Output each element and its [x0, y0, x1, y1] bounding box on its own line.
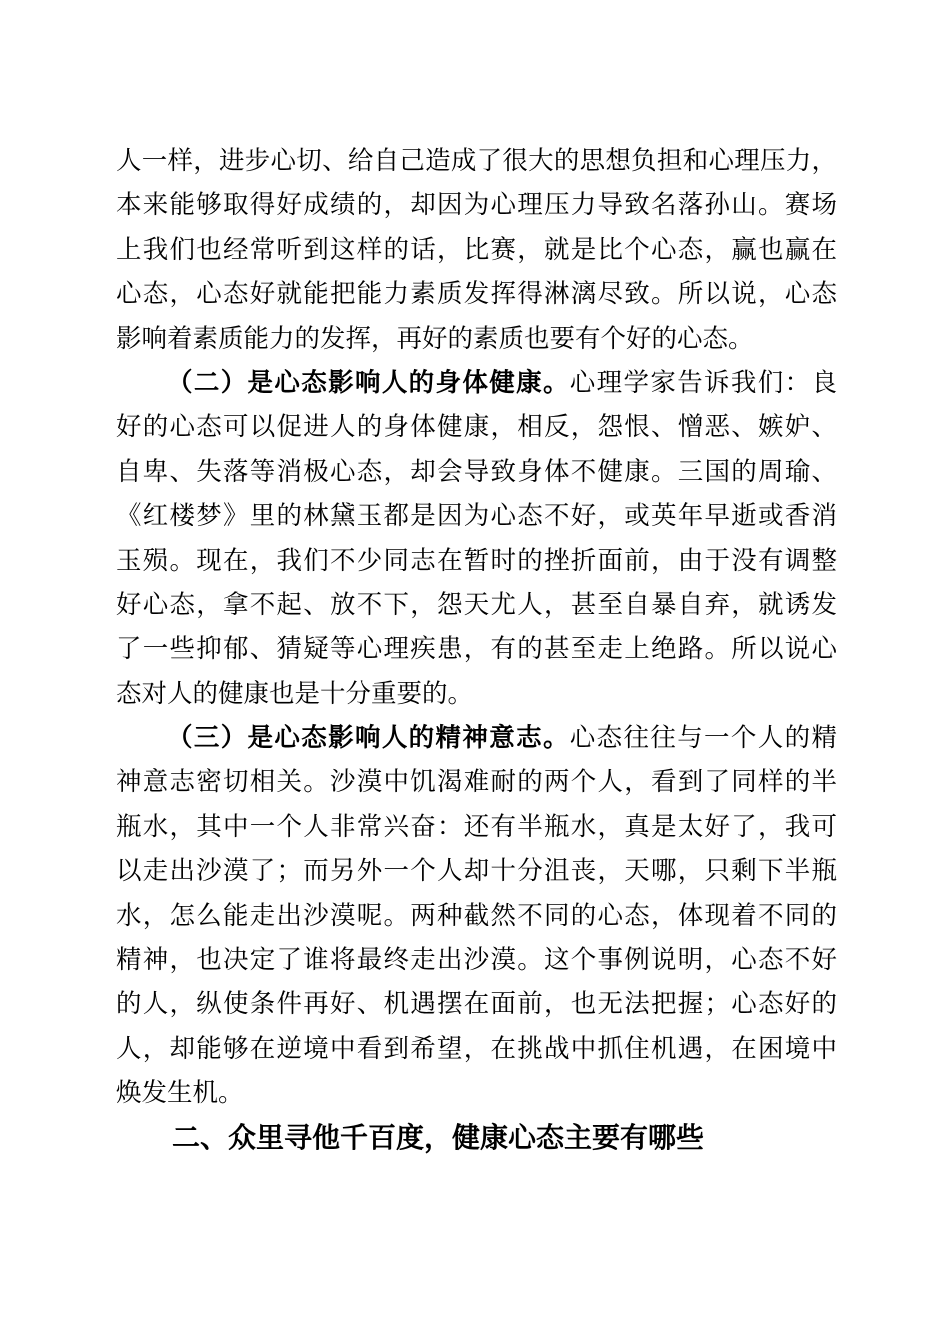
section-heading-line-1	[116, 1116, 837, 1160]
lead-text: （二）是心态影响人的身体健康。	[167, 367, 570, 397]
body-text: 以走出沙漠了；而另外一个人却十分沮丧，天哪，只剩下半瓶	[116, 856, 837, 886]
paragraph-section-3-line-6	[116, 938, 837, 982]
body-text: 自卑、失落等消极心态，却会导致身体不健康。三国的周瑜、	[116, 456, 837, 486]
paragraph-continuation	[116, 139, 837, 361]
paragraph-section-3-line-3	[116, 805, 837, 849]
paragraph-section-3-line-2	[116, 760, 837, 804]
paragraph-continuation-line-5	[116, 317, 837, 361]
paragraph-section-3-line-8	[116, 1027, 837, 1071]
body-text: 态对人的健康也是十分重要的。	[116, 678, 474, 708]
body-text: 的人，纵使条件再好、机遇摆在面前，也无法把握；心态好的	[116, 989, 837, 1019]
paragraph-section-2-line-5	[116, 539, 837, 583]
body-text: 了一些抑郁、猜疑等心理疾患，有的甚至走上绝路。所以说心	[116, 634, 837, 664]
paragraph-section-2-line-2	[116, 405, 837, 449]
body-text: 精神，也决定了谁将最终走出沙漠。这个事例说明，心态不好	[116, 945, 837, 975]
body-text: 水，怎么能走出沙漠呢。两种截然不同的心态，体现着不同的	[116, 900, 837, 930]
section-heading	[116, 1116, 837, 1160]
paragraph-section-2	[116, 361, 837, 716]
paragraph-section-3-line-4	[116, 849, 837, 893]
paragraph-section-2-line-8	[116, 672, 837, 716]
body-text: 焕发生机。	[116, 1078, 244, 1108]
body-text: 瓶水，其中一个人非常兴奋：还有半瓶水，真是太好了，我可	[116, 811, 837, 841]
paragraph-continuation-line-1	[116, 139, 837, 183]
paragraph-section-2-line-6	[116, 583, 837, 627]
body-text: 影响着素质能力的发挥，再好的素质也要有个好的心态。	[116, 323, 754, 353]
body-text: 人，却能够在逆境中看到希望，在挑战中抓住机遇，在困境中	[116, 1033, 837, 1063]
body-text: 神意志密切相关。沙漠中饥渴难耐的两个人，看到了同样的半	[116, 767, 837, 797]
body-text: 玉殒。现在，我们不少同志在暂时的挫折面前，由于没有调整	[116, 545, 837, 575]
paragraph-section-3	[116, 716, 837, 1116]
body-text: 好的心态可以促进人的身体健康，相反，怨恨、憎恶、嫉妒、	[116, 412, 837, 442]
paragraph-continuation-line-4	[116, 272, 837, 316]
body-text: 心态，心态好就能把能力素质发挥得淋漓尽致。所以说，心态	[116, 279, 837, 309]
body-text: 好心态，拿不起、放不下，怨天尤人，甚至自暴自弃，就诱发	[116, 589, 837, 619]
paragraph-section-3-line-9	[116, 1071, 837, 1115]
body-text: 《红楼梦》里的林黛玉都是因为心态不好，或英年早逝或香消	[116, 501, 837, 531]
paragraph-section-2-line-7	[116, 627, 837, 671]
body-text: 本来能够取得好成绩的，却因为心理压力导致名落孙山。赛场	[116, 190, 837, 220]
body-text: 上我们也经常听到这样的话，比赛，就是比个心态，赢也赢在	[116, 234, 837, 264]
paragraph-continuation-line-3	[116, 228, 837, 272]
lead-text: （三）是心态影响人的精神意志。	[167, 723, 570, 753]
paragraph-section-2-line-3	[116, 450, 837, 494]
body-text: 人一样，进步心切、给自己造成了很大的思想负担和心理压力，	[116, 146, 837, 175]
paragraph-section-2-line-4	[116, 494, 837, 538]
paragraph-section-3-line-7	[116, 982, 837, 1026]
body-text: 心理学家告诉我们：良	[569, 367, 837, 397]
lead-text: 二、众里寻他千百度，健康心态主要有哪些	[172, 1121, 705, 1153]
body-text: 心态往往与一个人的精	[569, 723, 837, 753]
document-content	[116, 139, 837, 1160]
paragraph-section-3-line-5	[116, 894, 837, 938]
paragraph-section-2-line-1	[116, 361, 837, 405]
paragraph-section-3-line-1	[116, 716, 837, 760]
paragraph-continuation-line-2	[116, 183, 837, 227]
